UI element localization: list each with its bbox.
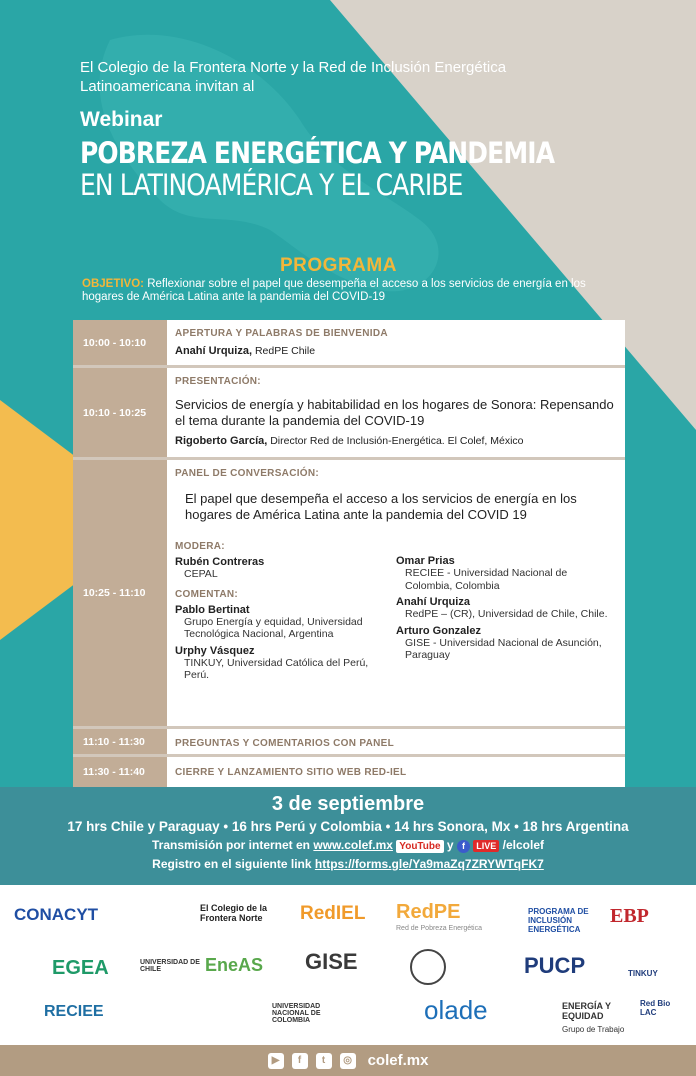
stream-prefix: Transmisión por internet en [151, 838, 311, 852]
event-hours: 17 hrs Chile y Paraguay • 16 hrs Perú y Colombia • 14 hrs Sonora, Mx • 18 hrs Argentina [67, 819, 629, 834]
youtube-icon[interactable]: ▶ [268, 1053, 284, 1069]
objective-label: OBJETIVO: [82, 278, 144, 290]
programa-logo: PROGRAMA DE INCLUSIÓN ENERGÉTICA [528, 907, 589, 934]
tinkuy-logo: TINKUY [628, 969, 658, 978]
time-slot: 11:10 - 11:30 [73, 729, 167, 754]
panelist-affiliation: RedPE – (CR), Universidad de Chile, Chile. [405, 608, 608, 620]
panel-title: El papel que desempeña el acceso a los servicios de energía en los hogares de América Latina ante la pandemia del COVID 19 [185, 491, 577, 522]
header [80, 58, 631, 202]
register-prefix: Registro en el siguiente link [152, 857, 312, 871]
schedule-row [73, 460, 625, 729]
panelist-affiliation: RECIEE - Universidad Nacional de Colombia, Colombia [405, 567, 568, 592]
panelist-name: Pablo Bertinat [175, 603, 250, 616]
gise-logo: GISE [305, 949, 358, 974]
panelist-affiliation: Grupo Energía y equidad, Universidad Tecnológica Nacional, Argentina [184, 615, 363, 640]
program-heading: PROGRAMA [280, 255, 397, 276]
panelist-name: Urphy Vásquez [175, 644, 255, 657]
panelist-name: Anahí Urquiza [396, 596, 470, 608]
colef-logo: El Colegio de la Frontera Norte [200, 903, 268, 923]
speaker-affiliation: RedPE Chile [254, 345, 316, 357]
comment-label: COMENTAN: [175, 588, 239, 600]
ebp-logo: EBP [610, 905, 649, 927]
session-content [167, 320, 625, 365]
schedule-row [73, 729, 625, 757]
egea-logo: EGEA [52, 957, 109, 979]
session-label: PANEL DE CONVERSACIÓN: [175, 468, 320, 479]
panel-right-column [396, 541, 617, 682]
speaker [175, 435, 617, 447]
speaker-affiliation: Director Red de Inclusión-Energética. El Colef, México [270, 435, 524, 447]
session-content [167, 757, 625, 787]
panelist-name: Omar Prias [396, 555, 455, 567]
uchile-logo: UNIVERSIDAD DE CHILE [140, 959, 200, 973]
time-slot: 10:10 - 10:25 [73, 368, 167, 457]
moderator-affiliation: CEPAL [184, 568, 218, 580]
time-slot: 11:30 - 11:40 [73, 757, 167, 787]
speaker [175, 345, 617, 357]
redpe-subtitle: Red de Pobreza Energética [396, 925, 482, 932]
footer-bar [0, 1045, 696, 1076]
moderates-label: MODERA: [175, 541, 225, 552]
conacyt-logo: CONACYT [14, 905, 99, 924]
live-badge: LIVE [473, 840, 499, 852]
panel-columns [175, 541, 617, 682]
unal-logo: UNIVERSIDAD NACIONAL DE COLOMBIA [272, 1003, 321, 1024]
panelist-affiliation: GISE - Universidad Nacional de Asunción, Paraguay [405, 636, 602, 661]
schedule-table [73, 320, 625, 787]
session-label: PRESENTACIÓN: [175, 376, 261, 387]
pucp-logo: PUCP [524, 953, 586, 978]
twitter-icon[interactable]: t [316, 1053, 332, 1069]
and-text: y [446, 838, 454, 852]
stream-info [0, 838, 696, 853]
schedule-row [73, 320, 625, 368]
talk-title: Servicios de energía y habitabilidad en los hogares de Sonora: Repensando el tema durante la pandemia del COVID-19 [175, 397, 614, 428]
speaker-name: Rigoberto García, [175, 435, 268, 447]
registration-info [0, 857, 696, 871]
instagram-icon[interactable]: ◎ [340, 1053, 356, 1069]
event-info-band [0, 787, 696, 885]
olade-logo: olade [424, 995, 488, 1025]
panelist-name: Arturo Gonzalez [396, 624, 481, 637]
stream-link[interactable]: www.colef.mx [313, 838, 393, 852]
eneas-logo: EneAS [205, 955, 264, 975]
facebook-icon[interactable]: f [292, 1053, 308, 1069]
schedule-row [73, 757, 625, 787]
session-label: APERTURA Y PALABRAS DE BIENVENIDA [175, 328, 388, 339]
reciee-logo: RECIEE [44, 1003, 104, 1020]
event-date: 3 de septiembre [271, 793, 425, 815]
facebook-handle: /elcolef [502, 838, 545, 852]
energia-subtitle: Grupo de Trabajo [562, 1025, 625, 1034]
time-slot: 10:00 - 10:10 [73, 320, 167, 365]
session-content [167, 368, 625, 457]
moderator-name: Rubén Contreras [175, 556, 265, 568]
speaker-name: Anahí Urquiza, [175, 345, 253, 357]
session-content [167, 460, 625, 726]
redpe-logo: RedPE [396, 901, 461, 923]
title-line-1: POBREZA ENERGÉTICA Y PANDEMIA [80, 136, 555, 170]
schedule-row [73, 368, 625, 460]
site-url[interactable]: colef.mx [367, 1052, 429, 1069]
objective [82, 278, 602, 304]
panelist-affiliation: TINKUY, Universidad Católica del Perú, Perú. [184, 656, 369, 681]
redbioeac-logo: Red Bio LAC [640, 999, 671, 1017]
session-label: PREGUNTAS Y COMENTARIOS CON PANEL [175, 738, 394, 749]
youtube-icon[interactable]: YouTube [396, 840, 443, 853]
objective-text: Reflexionar sobre el papel que desempeña el acceso a los servicios de energía en los hogares de América Latina ante la pandemia del COVID-19 [82, 278, 586, 303]
session-content [167, 729, 625, 754]
rediel-logo: RedIEL [300, 903, 366, 924]
session-label: CIERRE Y LANZAMIENTO SITIO WEB RED-IEL [175, 767, 407, 778]
webinar-label: Webinar [80, 108, 163, 131]
title-line-2: EN LATINOAMÉRICA Y EL CARIBE [80, 168, 463, 202]
register-link[interactable]: https://forms.gle/Ya9maZq7ZRYWTqFK7 [314, 857, 544, 871]
time-slot: 10:25 - 11:10 [73, 460, 167, 726]
panel-left-column [175, 541, 396, 682]
seal-logo [410, 949, 446, 985]
energia-logo: ENERGÍA Y EQUIDAD [562, 1001, 611, 1021]
invitation-text: El Colegio de la Frontera Norte y la Red de Inclusión Energética Latinoamericana invitan al [80, 59, 507, 95]
sponsor-logos [0, 885, 696, 1045]
facebook-icon[interactable]: f [457, 840, 470, 853]
